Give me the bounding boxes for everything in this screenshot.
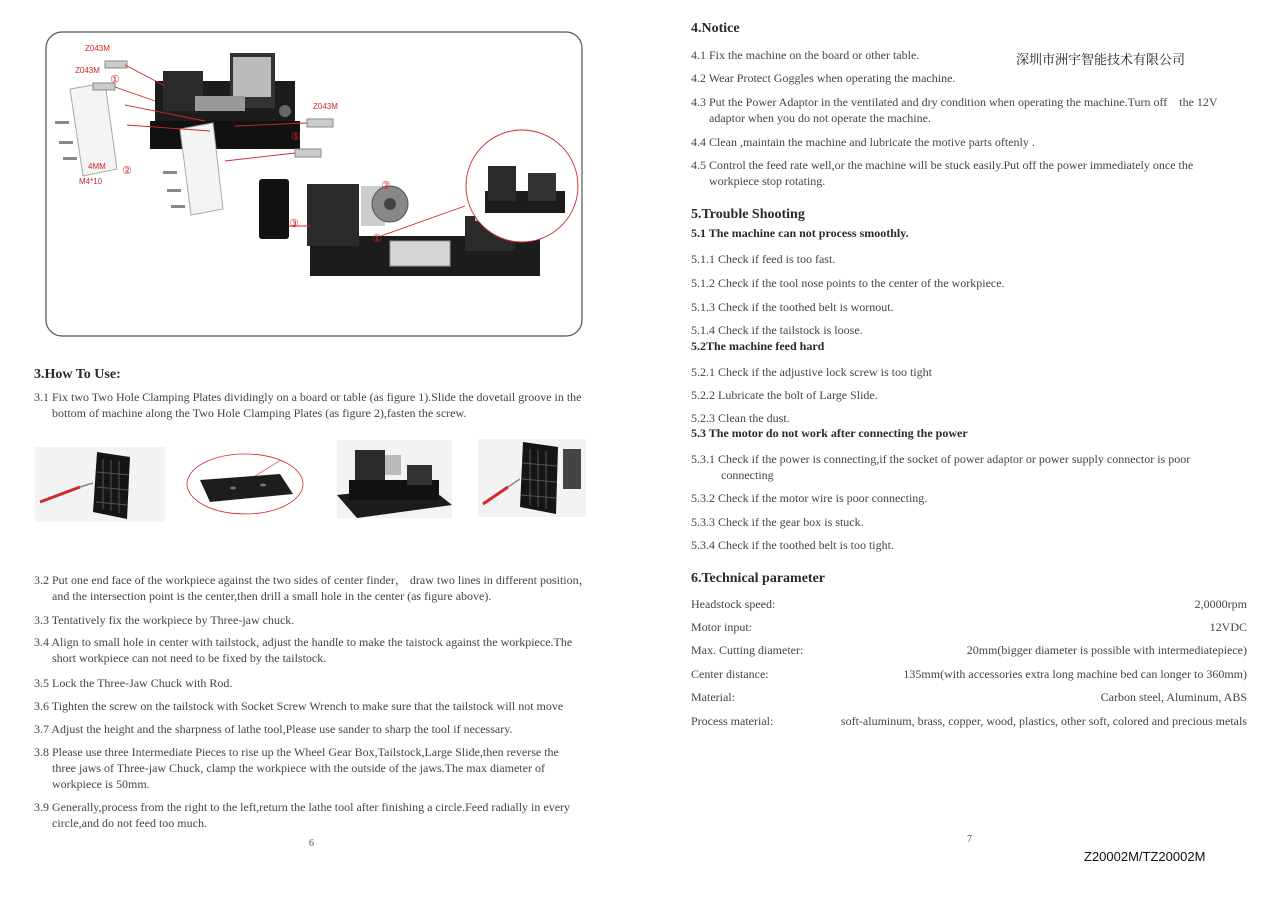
paragraph-3-9: 3.9 Generally,process from the right to the left,return the lathe tool after finishing a circle.Feed radially in every circle,and do not feed too much. <box>34 800 571 830</box>
notice-4-1: 4.1 Fix the machine on the board or other table. <box>691 48 920 62</box>
check-5-2-1: 5.2.1 Check if the adjustive lock screw is too tight <box>691 365 932 379</box>
paragraph-3-6: 3.6 Tighten the screw on the tailstock with Socket Screw Wrench to make sure that the tailstock will not move <box>34 699 564 713</box>
callout-number: ③ <box>289 218 299 230</box>
step-photo-1-illustration <box>35 447 165 522</box>
check-5-3-1: 5.3.1 Check if the power is connecting,if the socket of power adaptor or power supply connector is poor connecting <box>691 452 1191 482</box>
spec-value: 135mm(with accessories extra long machine bed can longer to 360mm) <box>903 667 1247 681</box>
model-number: Z20002M/TZ20002M <box>1084 849 1206 864</box>
callout-number: ① <box>110 74 120 86</box>
dimension-label: 4MM <box>88 162 106 171</box>
step-photo-3 <box>337 440 452 518</box>
section-heading-trouble-shooting: 5.Trouble Shooting <box>691 207 805 222</box>
spec-label: Center distance: <box>691 667 769 681</box>
paragraph-3-2: 3.2 Put one end face of the workpiece against the two sides of center finder， draw two lines in different position， and the intersection point is the center,then drill a small hole in the center (as figure above). <box>34 573 591 603</box>
paragraph-3-8: 3.8 Please use three Intermediate Pieces to rise up the Wheel Gear Box,Tailstock,Large Slide,then reverse the three jaws of Three-jaw Chuck, clamp the workpiece with the outside of the jaws.The max diameter of workpiece is 50mm. <box>34 745 559 791</box>
step-photo-3-illustration <box>337 440 452 518</box>
screw-label: M4*10 <box>79 177 103 186</box>
spec-value: soft-aluminum, brass, copper, wood, plastics, other soft, colored and precious metals <box>840 714 1247 728</box>
check-5-3-3: 5.3.3 Check if the gear box is stuck. <box>691 515 864 529</box>
spec-label: Material: <box>691 690 735 704</box>
spec-label: Headstock speed: <box>691 597 776 611</box>
spec-label: Max. Cutting diameter: <box>691 643 804 657</box>
motor-cover <box>259 179 289 239</box>
assembly-illustration <box>45 31 583 337</box>
callout-number: ① <box>372 233 382 245</box>
step-photo-4 <box>478 439 586 517</box>
spec-label: Motor input: <box>691 620 753 634</box>
assembly-figure <box>45 31 583 337</box>
step-photo-1 <box>35 447 165 522</box>
spec-value: 20mm(bigger diameter is possible with intermediatepiece) <box>966 643 1247 657</box>
notice-4-5: 4.5 Control the feed rate well,or the machine will be stuck easily.Put off the power immediately once the workpiece stop rotating. <box>691 158 1194 188</box>
check-5-2-2: 5.2.2 Lubricate the bolt of Large Slide. <box>691 388 878 402</box>
part-label: Z043M <box>75 66 100 75</box>
part-label: Z043M <box>85 44 110 53</box>
paragraph-3-7: 3.7 Adjust the height and the sharpness of lathe tool,Please use sander to sharp the tool if necessary. <box>34 722 513 736</box>
check-5-1-3: 5.1.3 Check if the toothed belt is wornout. <box>691 300 894 314</box>
check-5-3-2: 5.3.2 Check if the motor wire is poor connecting. <box>691 491 928 505</box>
check-5-1-4: 5.1.4 Check if the tailstock is loose. <box>691 323 863 337</box>
step-photo-2-illustration <box>185 452 305 516</box>
paragraph-3-3: 3.3 Tentatively fix the workpiece by Three-jaw chuck. <box>34 613 295 627</box>
notice-4-3: 4.3 Put the Power Adaptor in the ventilated and dry condition when operating the machine.Turn off the 12V adaptor when you do not operate the machine. <box>691 95 1218 125</box>
check-5-1-1: 5.1.1 Check if feed is too fast. <box>691 252 836 266</box>
step-photo-2 <box>185 452 305 516</box>
spec-label: Process material: <box>691 714 774 728</box>
callout-number: ② <box>122 165 132 177</box>
company-name: 深圳市洲宇智能技术有限公司 <box>1016 52 1186 67</box>
spec-value: Carbon steel, Aluminum, ABS <box>1100 690 1247 704</box>
notice-4-2: 4.2 Wear Protect Goggles when operating the machine. <box>691 71 956 85</box>
page-number-right: 7 <box>967 834 972 845</box>
paragraph-3-5: 3.5 Lock the Three-Jaw Chuck with Rod. <box>34 676 233 690</box>
step-photo-4-illustration <box>478 439 586 517</box>
callout-number: ① <box>291 131 301 143</box>
spec-value: 12VDC <box>1209 620 1247 634</box>
paragraph-3-4: 3.4 Align to small hole in center with tailstock, adjust the handle to make the taistock against the workpiece.The short workpiece can not need to be fixed by the tailstock. <box>34 635 573 665</box>
part-label: Z043M <box>313 102 338 111</box>
section-heading-technical-parameter: 6.Technical parameter <box>691 571 826 586</box>
subheading-5-3: 5.3 The motor do not work after connecting the power <box>691 426 968 440</box>
notice-4-4: 4.4 Clean ,maintain the machine and lubricate the motive parts oftenly . <box>691 135 1035 149</box>
callout-number: ② <box>381 180 391 192</box>
check-5-2-3: 5.2.3 Clean the dust. <box>691 411 790 425</box>
check-5-1-2: 5.1.2 Check if the tool nose points to the center of the workpiece. <box>691 276 1005 290</box>
paragraph-3-1: 3.1 Fix two Two Hole Clamping Plates dividingly on a board or table (as figure 1).Slide the dovetail groove in the bottom of machine along the Two Hole Clamping Plates (as figure 2),fasten the screw. <box>34 390 582 420</box>
section-heading-notice: 4.Notice <box>691 21 740 36</box>
detail-circle <box>466 130 578 242</box>
page-number-left: 6 <box>309 838 314 849</box>
subheading-5-1: 5.1 The machine can not process smoothly. <box>691 226 909 240</box>
spec-value: 2,0000rpm <box>1194 597 1247 611</box>
check-5-3-4: 5.3.4 Check if the toothed belt is too tight. <box>691 538 894 552</box>
section-heading-how-to-use: 3.How To Use: <box>34 367 121 382</box>
subheading-5-2: 5.2The machine feed hard <box>691 339 825 353</box>
